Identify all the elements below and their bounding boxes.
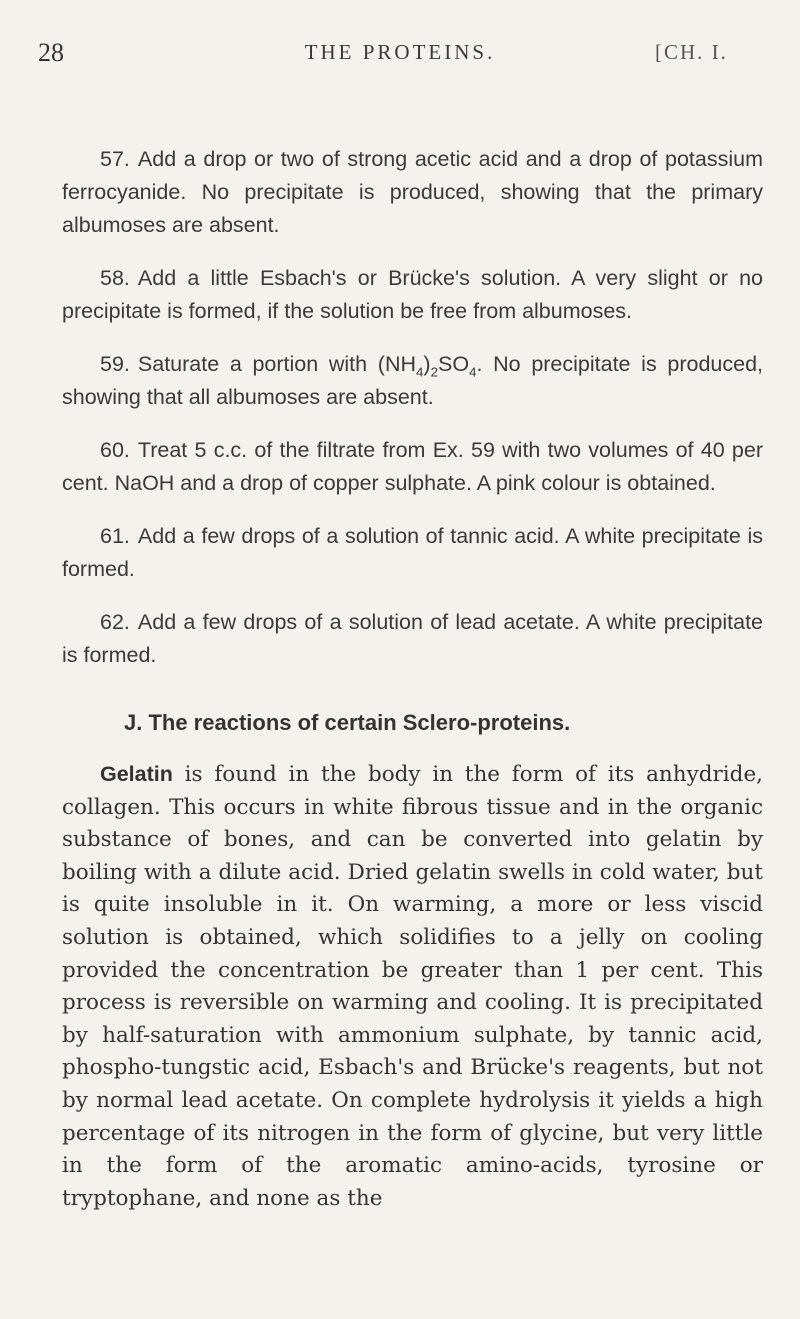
formula-part: ) xyxy=(423,352,431,376)
gelatin-paragraph xyxy=(62,758,763,1215)
experiment-text-after-formula: . No precipitate is produced, showing that all albumoses are absent. xyxy=(62,352,764,409)
experiment-57 xyxy=(62,143,763,242)
page-number: 28 xyxy=(38,38,64,67)
running-title: THE PROTEINS. xyxy=(304,40,496,64)
experiment-number: 58. xyxy=(100,266,130,290)
experiment-number: 62. xyxy=(100,610,130,634)
formula-subscript: 4 xyxy=(469,364,477,380)
paragraph-text: is found in the body in the form of its anhydride, collagen. This occurs in white fibrous tissue and in the organic substance of bones, and can be converted into gelatin by boiling with a dilute acid. Dried gelatin swells in cold water, but is quite insoluble in it. On warming, a more or less viscid solution is obtained, which solidifies to a jelly on cooling provided the concentration be greater than 1 per cent. This process is reversible on warming and cooling. It is precipitated by half-saturation with ammonium sulphate, by tannic acid, phospho-tungstic acid, Esbach's and Brücke's reagents, but not by normal lead acetate. On complete hydrolysis it yields a high percentage of its nitrogen in the form of glycine, but very little in the form of the aromatic amino-acids, tyrosine or tryptophane, and none as the xyxy=(62,762,763,1211)
experiment-58 xyxy=(62,262,763,328)
chapter-reference: [CH. I. xyxy=(655,40,728,64)
experiment-61 xyxy=(62,520,763,586)
experiment-text: Add a drop or two of strong acetic acid and a drop of potassium ferrocyanide. No precipitate is produced, showing that the primary albumoses are absent. xyxy=(62,147,763,237)
experiment-number: 57. xyxy=(100,147,130,171)
experiment-text: Add a few drops of a solution of lead acetate. A white precipitate is formed. xyxy=(62,610,763,667)
experiment-text-before-formula: Saturate a portion with (NH xyxy=(137,352,416,376)
page-body xyxy=(62,143,763,1215)
experiment-number: 59. xyxy=(100,352,130,376)
page-header xyxy=(0,0,800,100)
formula-subscript: 4 xyxy=(416,364,424,380)
experiment-number: 60. xyxy=(100,438,130,462)
experiment-text: Add a few drops of a solution of tannic acid. A white precipitate is formed. xyxy=(62,524,763,581)
experiment-60 xyxy=(62,434,763,500)
formula-subscript: 2 xyxy=(430,364,439,380)
formula-part: SO xyxy=(438,352,470,376)
experiment-text: Treat 5 c.c. of the filtrate from Ex. 59 with two volumes of 40 per cent. NaOH and a drop of copper sulphate. A pink colour is obtained. xyxy=(62,438,763,495)
experiment-62 xyxy=(62,606,763,672)
experiment-59 xyxy=(62,348,763,414)
experiment-number: 61. xyxy=(100,524,130,548)
section-heading: J. The reactions of certain Sclero-proteins. xyxy=(124,710,571,735)
experiment-text: Add a little Esbach's or Brücke's solution. A very slight or no precipitate is formed, if the solution be free from albumoses. xyxy=(62,266,763,323)
lead-word: Gelatin xyxy=(100,762,173,786)
